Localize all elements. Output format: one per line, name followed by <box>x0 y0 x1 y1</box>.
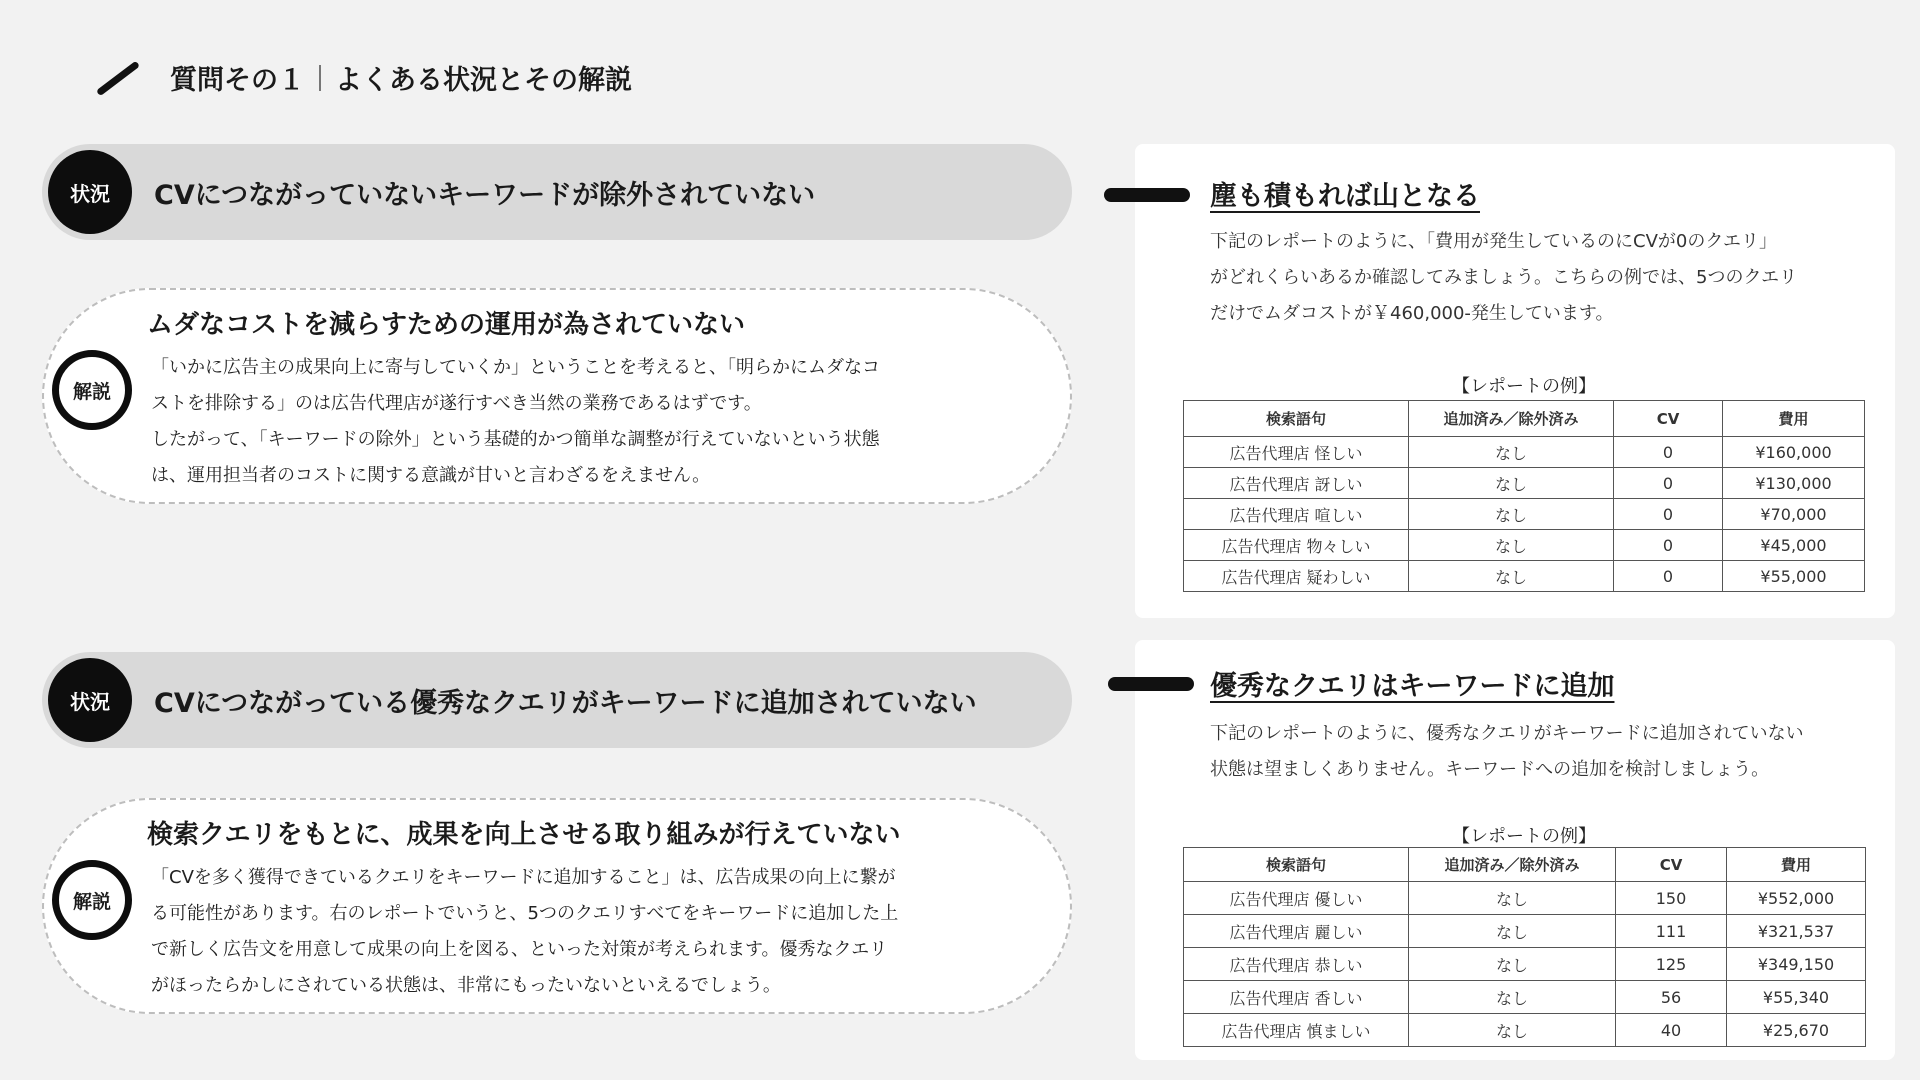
cell-query: 広告代理店 麗しい <box>1184 915 1409 948</box>
explanation-line: で新しく広告文を用意して成果の向上を図る、といった対策が考えられます。優秀なクエリ <box>151 939 888 960</box>
situation-badge: 状況 <box>48 658 132 742</box>
table-row <box>1184 530 1865 561</box>
report-caption: 【レポートの例】 <box>1452 826 1596 847</box>
page-title-part1: 質問その１ <box>170 65 305 96</box>
cell-cost: ¥25,670 <box>1727 1014 1866 1047</box>
cell-cost: ¥45,000 <box>1723 530 1865 561</box>
report-caption: 【レポートの例】 <box>1452 376 1596 397</box>
card-body-line: 下記のレポートのように、「費用が発生しているのにCVが0のクエリ」 <box>1210 231 1777 252</box>
title-separator <box>319 65 321 91</box>
cell-status: なし <box>1409 915 1616 948</box>
column-header-status: 追加済み／除外済み <box>1409 848 1616 882</box>
explanation-box-2 <box>42 798 1072 1014</box>
explanation-body <box>151 860 1031 1004</box>
card-body-line: 下記のレポートのように、優秀なクエリがキーワードに追加されていない <box>1210 723 1804 744</box>
cell-cv: 0 <box>1614 530 1723 561</box>
explanation-badge: 解説 <box>52 350 132 430</box>
column-header-query: 検索語句 <box>1184 848 1409 882</box>
cell-status: なし <box>1409 1014 1616 1047</box>
table-row <box>1184 1014 1866 1047</box>
explanation-title: 検索クエリをもとに、成果を向上させる取り組みが行えていない <box>147 820 901 850</box>
table-header-row <box>1184 848 1866 882</box>
table-row <box>1184 981 1866 1014</box>
cell-cv: 111 <box>1616 915 1727 948</box>
cell-query: 広告代理店 訝しい <box>1184 468 1409 499</box>
table-header-row <box>1184 401 1865 437</box>
card-body-line: がどれくらいあるか確認してみましょう。こちらの例では、5つのクエリ <box>1210 267 1798 288</box>
cell-query: 広告代理店 慎ましい <box>1184 1014 1409 1047</box>
cell-cost: ¥321,537 <box>1727 915 1866 948</box>
explanation-line: 「CVを多く獲得できているクエリをキーワードに追加すること」は、広告成果の向上に繋が <box>151 867 896 888</box>
cell-cv: 0 <box>1614 561 1723 592</box>
cell-cost: ¥55,000 <box>1723 561 1865 592</box>
cell-cv: 125 <box>1616 948 1727 981</box>
card-title: 優秀なクエリはキーワードに追加 <box>1210 671 1615 702</box>
situation-banner-1 <box>42 144 1072 240</box>
cell-status: なし <box>1409 468 1614 499</box>
cell-query: 広告代理店 香しい <box>1184 981 1409 1014</box>
cell-query: 広告代理店 優しい <box>1184 882 1409 915</box>
explanation-line: は、運用担当者のコストに関する意識が甘いと言わざるをえません。 <box>151 465 711 486</box>
table-row <box>1184 499 1865 530</box>
page-title <box>170 58 632 97</box>
page-title-part2: よくある状況とその解説 <box>335 65 632 96</box>
card-title: 塵も積もれば山となる <box>1210 181 1480 212</box>
cell-cost: ¥130,000 <box>1723 468 1865 499</box>
column-header-cv: CV <box>1616 848 1727 882</box>
column-header-cost: 費用 <box>1727 848 1866 882</box>
cell-cv: 0 <box>1614 468 1723 499</box>
cell-query: 広告代理店 疑わしい <box>1184 561 1409 592</box>
card-body-line: 状態は望ましくありません。キーワードへの追加を検討しましょう。 <box>1210 759 1770 780</box>
explanation-line: ストを排除する」のは広告代理店が遂行すべき当然の業務であるはずです。 <box>151 393 762 414</box>
cell-status: なし <box>1409 561 1614 592</box>
cell-status: なし <box>1409 499 1614 530</box>
card-body-line: だけでムダコストが￥460,000-発生しています。 <box>1210 303 1614 324</box>
cell-status: なし <box>1409 948 1616 981</box>
explanation-box-1 <box>42 288 1072 504</box>
cell-cost: ¥55,340 <box>1727 981 1866 1014</box>
explanation-line: がほったらかしにされている状態は、非常にもったいないといえるでしょう。 <box>151 975 781 996</box>
cell-cv: 0 <box>1614 437 1723 468</box>
table-row <box>1184 561 1865 592</box>
card-body <box>1210 224 1890 332</box>
cell-cost: ¥70,000 <box>1723 499 1865 530</box>
cell-query: 広告代理店 怪しい <box>1184 437 1409 468</box>
column-header-query: 検索語句 <box>1184 401 1409 437</box>
cell-cost: ¥552,000 <box>1727 882 1866 915</box>
table-row <box>1184 468 1865 499</box>
cell-query: 広告代理店 恭しい <box>1184 948 1409 981</box>
explanation-badge: 解説 <box>52 860 132 940</box>
situation-title: CVにつながっている優秀なクエリがキーワードに追加されていない <box>154 687 977 719</box>
explanation-line: したがって、「キーワードの除外」という基礎的かつ簡単な調整が行えていないという状態 <box>151 429 880 450</box>
column-header-status: 追加済み／除外済み <box>1409 401 1614 437</box>
situation-badge: 状況 <box>48 150 132 234</box>
cell-query: 広告代理店 物々しい <box>1184 530 1409 561</box>
header-slash-mark <box>96 61 140 97</box>
situation-title: CVにつながっていないキーワードが除外されていない <box>154 179 816 211</box>
cell-status: なし <box>1409 882 1616 915</box>
column-header-cost: 費用 <box>1723 401 1865 437</box>
card-dash-mark <box>1104 188 1190 202</box>
cell-status: なし <box>1409 981 1616 1014</box>
situation-banner-2 <box>42 652 1072 748</box>
card-body <box>1210 716 1890 788</box>
report-table-1 <box>1183 400 1865 592</box>
column-header-cv: CV <box>1614 401 1723 437</box>
explanation-line: る可能性があります。右のレポートでいうと、5つのクエリすべてをキーワードに追加した上 <box>151 903 899 924</box>
explanation-title: ムダなコストを減らすための運用が為されていない <box>147 310 746 340</box>
cell-cost: ¥349,150 <box>1727 948 1866 981</box>
cell-cv: 56 <box>1616 981 1727 1014</box>
explanation-line: 「いかに広告主の成果向上に寄与していくか」ということを考えると、「明らかにムダなコ <box>151 357 880 378</box>
cell-status: なし <box>1409 530 1614 561</box>
cell-query: 広告代理店 喧しい <box>1184 499 1409 530</box>
table-row <box>1184 882 1866 915</box>
cell-cv: 0 <box>1614 499 1723 530</box>
report-table-2 <box>1183 847 1866 1047</box>
table-row <box>1184 948 1866 981</box>
table-row <box>1184 915 1866 948</box>
cell-cv: 40 <box>1616 1014 1727 1047</box>
cell-status: なし <box>1409 437 1614 468</box>
cell-cost: ¥160,000 <box>1723 437 1865 468</box>
explanation-body <box>151 350 1031 494</box>
card-dash-mark <box>1108 677 1194 691</box>
table-row <box>1184 437 1865 468</box>
cell-cv: 150 <box>1616 882 1727 915</box>
